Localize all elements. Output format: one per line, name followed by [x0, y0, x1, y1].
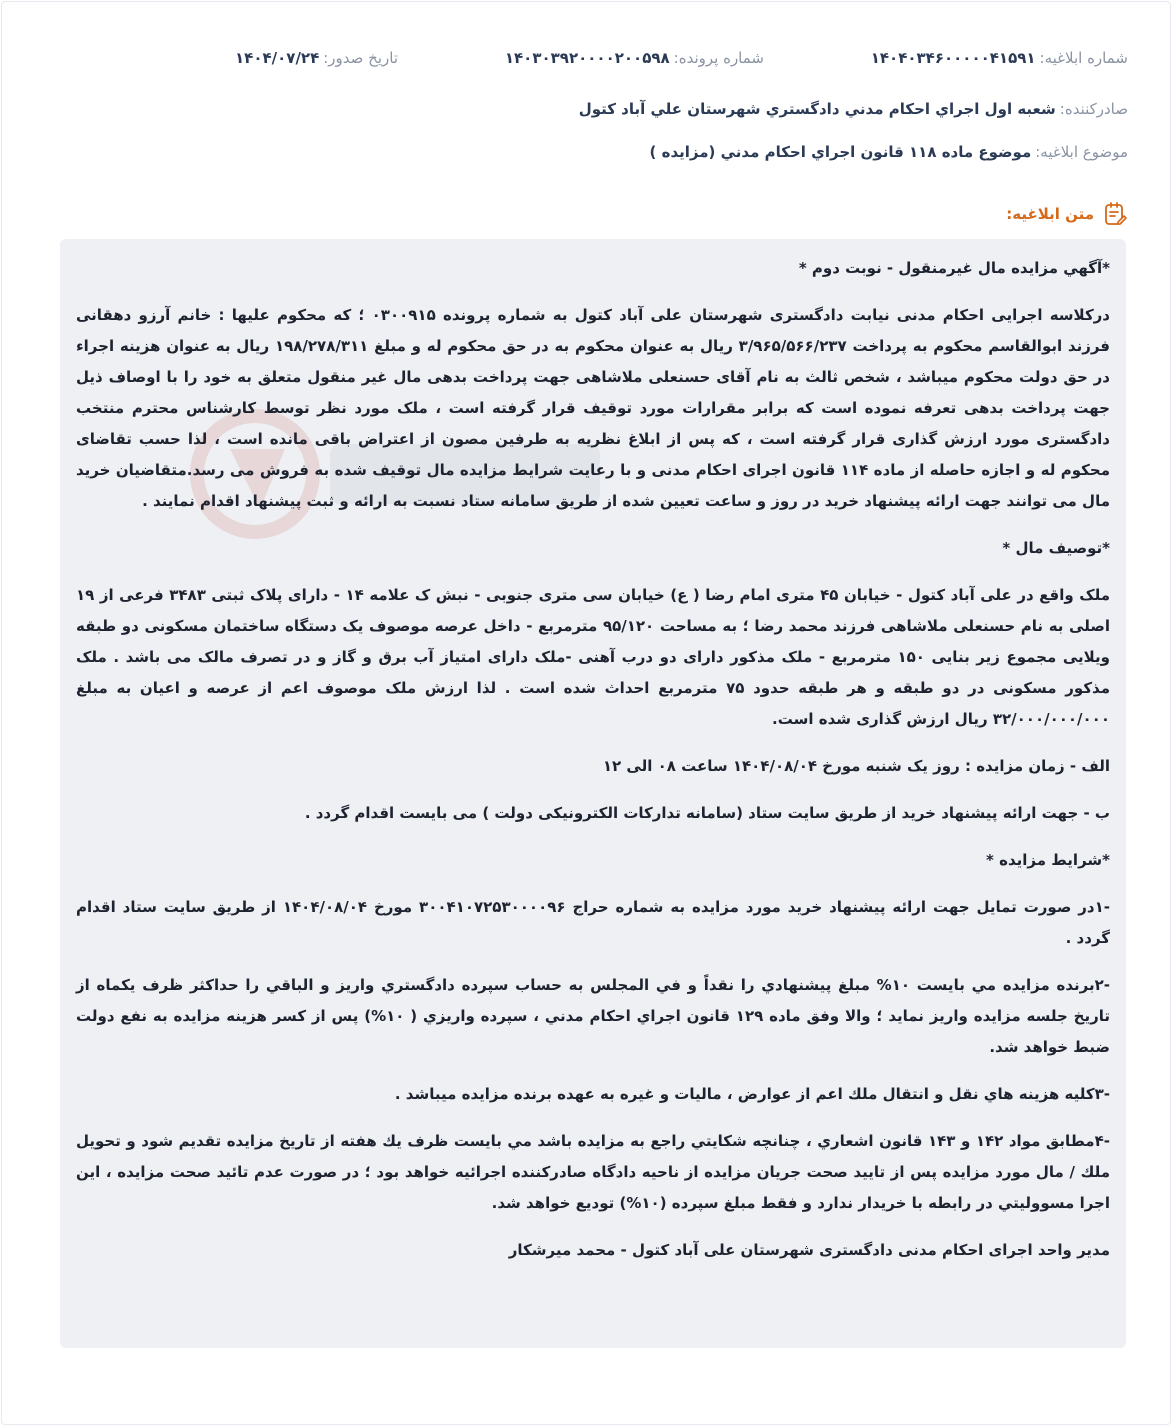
auction-time: الف - زمان مزایده : روز یک شنبه مورخ ۱۴۰۴/۰۸/۰۴ ساعت ۰۸ الی ۱۲ [602, 757, 1110, 775]
auction-conditions-heading: *شرايط مزايده * [986, 851, 1110, 869]
notification-number-value: ۱۴۰۴۰۳۴۶۰۰۰۰۰۴۱۵۹۱ [870, 49, 1036, 67]
notice-body [60, 239, 1126, 1348]
meta-row-issuer [40, 100, 1128, 118]
issue-date [235, 49, 398, 67]
subject-label: موضوع ابلاغیه: [1035, 143, 1128, 161]
property-description: ملک واقع در علی آباد کتول - خیابان ۴۵ متری امام رضا ( ع) خیابان سی متری جنوبی - نبش ک علامه ۱۴ - دارای پلاک ثبتی ۳۴۸۳ فرعی از ۱۹ اصلی به نام حسنعلی ملاشاهی فرزند محمد رضا ؛ به مساحت ۹۵/۱۲۰ مترمربع - داخل عرصه موصوف یک دستگاه ساختمان مسکونی دو طبقه ویلایی مجموع زیر بنایی ۱۵۰ مترمربع - ملک مذکور دارای دو درب آهنی -ملک دارای امتیاز آب برق و گاز و در تصرف مالک می باشد . ملک مذکور مسکونی در دو طبقه و هر طبقه حدود ۷۵ مترمربع احداث شده است . لذا ارزش ملک موصوف اعم از عرصه و اعیان به مبلغ ۳۲/۰۰۰/۰۰۰/۰۰۰ ریال ارزش گذاری شده است. [76, 586, 1110, 728]
notification-number-label: شماره ابلاغیه: [1039, 49, 1128, 67]
notice-section-title [1006, 201, 1128, 227]
notice-heading: *آگهي مزايده مال غيرمنقول - نوبت دوم * [798, 259, 1110, 277]
document-edit-icon [1102, 201, 1128, 227]
auction-bid-method: ب - جهت ارائه پیشنهاد خرید از طریق سایت ستاد (سامانه تدارکات الکترونیکی دولت ) می بایست اقدام گردد . [304, 804, 1110, 822]
case-number-label: شماره پرونده: [673, 49, 764, 67]
auction-condition-3: -۳كليه هزينه هاي نقل و انتقال ملك اعم از عوارض ، ماليات و غيره به عهده برنده مزايده ميباشد . [394, 1085, 1110, 1103]
auction-condition-1: -۱در صورت تمایل جهت ارائه پیشنهاد خرید مورد مزایده به شماره حراج ۳۰۰۴۱۰۷۲۵۳۰۰۰۰۹۶ مورخ ۱۴۰۴/۰۸/۰۴ از طریق سایت ستاد اقدام گردد . [76, 898, 1110, 947]
notice-paragraph-intro: درکلاسه اجرایی احکام مدنی نیابت دادگستری شهرستان علی آباد کتول به شماره پرونده ۰۳۰۰۹۱۵ ؛ که محکوم علیها : خانم آرزو دهقانی فرزند ابوالقاسم محکوم به پرداخت ۳/۹۶۵/۵۶۶/۲۳۷ ریال به عنوان محکوم به در حق محکوم له و مبلغ ۱۹۸/۲۷۸/۳۱۱ ریال به عنوان هزینه اجراء در حق دولت محکوم میباشد ، شخص ثالث به نام آقای حسنعلی ملاشاهی جهت پرداخت بدهی مال غیر منقول متعلق به خود را با اوصاف ذیل جهت پرداخت بدهی تعرفه نموده است که برابر مقرارات مورد توقیف قرار گرفته است ، ملک مورد نظر توسط کارشناس محترم منتخب دادگستری مورد ارزش گذاری قرار گرفته است ، که پس از ابلاغ نظریه به طرفین مصون از اعتراض باقی مانده است ، لذا حسب تقاضای محکوم له و اجازه حاصله از ماده ۱۱۴ قانون اجرای احکام مدنی و با رعایت شرایط مزایده مال توقیف شده به فروش می رسد.متقاضیان خرید مال می توانند جهت ارائه پیشنهاد خرید در روز و ساعت تعیین شده از طریق سامانه ستاد نسبت به ارائه و ثبت پیشنهاد اقدام نمایند . [76, 306, 1111, 510]
property-description-heading: *توصيف مال * [1002, 539, 1110, 557]
issuer-value: شعبه اول اجراي احكام مدني دادگستري شهرستان علي آباد كتول [578, 100, 1056, 118]
case-number [505, 49, 764, 67]
notification-number [871, 49, 1128, 67]
notice-section-title-text: متن ابلاغیه: [1006, 205, 1094, 223]
auction-condition-2: -۲برنده مزايده مي بايست ۱۰% مبلغ پيشنهادي را نقداً و في المجلس به حساب سپرده دادگستري واريز و الباقي را حداكثر ظرف يكماه از تاريخ جلسه مزايده واريز نمايد ؛ والا وفق ماده ۱۲۹ قانون اجراي احكام مدني ، سپرده واريزي ( ۱۰%) پس از كسر هزينه مزايده به نفع دولت ضبط خواهد شد. [76, 976, 1110, 1056]
issue-date-value: ۱۴۰۴/۰۷/۲۴ [235, 49, 320, 67]
issuer-label: صادرکننده: [1059, 100, 1128, 118]
issue-date-label: تاریخ صدور: [323, 49, 398, 67]
notice-signature: مدير واحد اجرای احکام مدنی دادگستری شهرستان علی آباد کتول - محمد میرشکار [508, 1241, 1110, 1259]
subject-value: موضوع ماده ۱۱۸ قانون اجراي احكام مدني (مزايده ) [649, 143, 1032, 161]
auction-condition-4: -۴مطابق مواد ۱۴۲ و ۱۴۳ قانون اشعاري ، چنانچه شكايتي راجع به مزايده باشد مي بايست ظرف يك هفته از تاريخ مزايده تقديم شود و تحويل ملك / مال مورد مزايده پس از تاييد صحت جريان مزايده از ناحيه دادگاه صادركننده اجرائيه خواهد بود ؛ در صورت عدم تائيد صحت مزايده ، اين اجرا مسووليتي در رابطه با خريدار ندارد و فقط مبلغ سپرده (۱۰%) توديع خواهد شد. [76, 1132, 1110, 1212]
meta-row-subject [40, 143, 1128, 161]
case-number-value: ۱۴۰۳۰۳۹۲۰۰۰۰۲۰۰۵۹۸ [504, 49, 670, 67]
